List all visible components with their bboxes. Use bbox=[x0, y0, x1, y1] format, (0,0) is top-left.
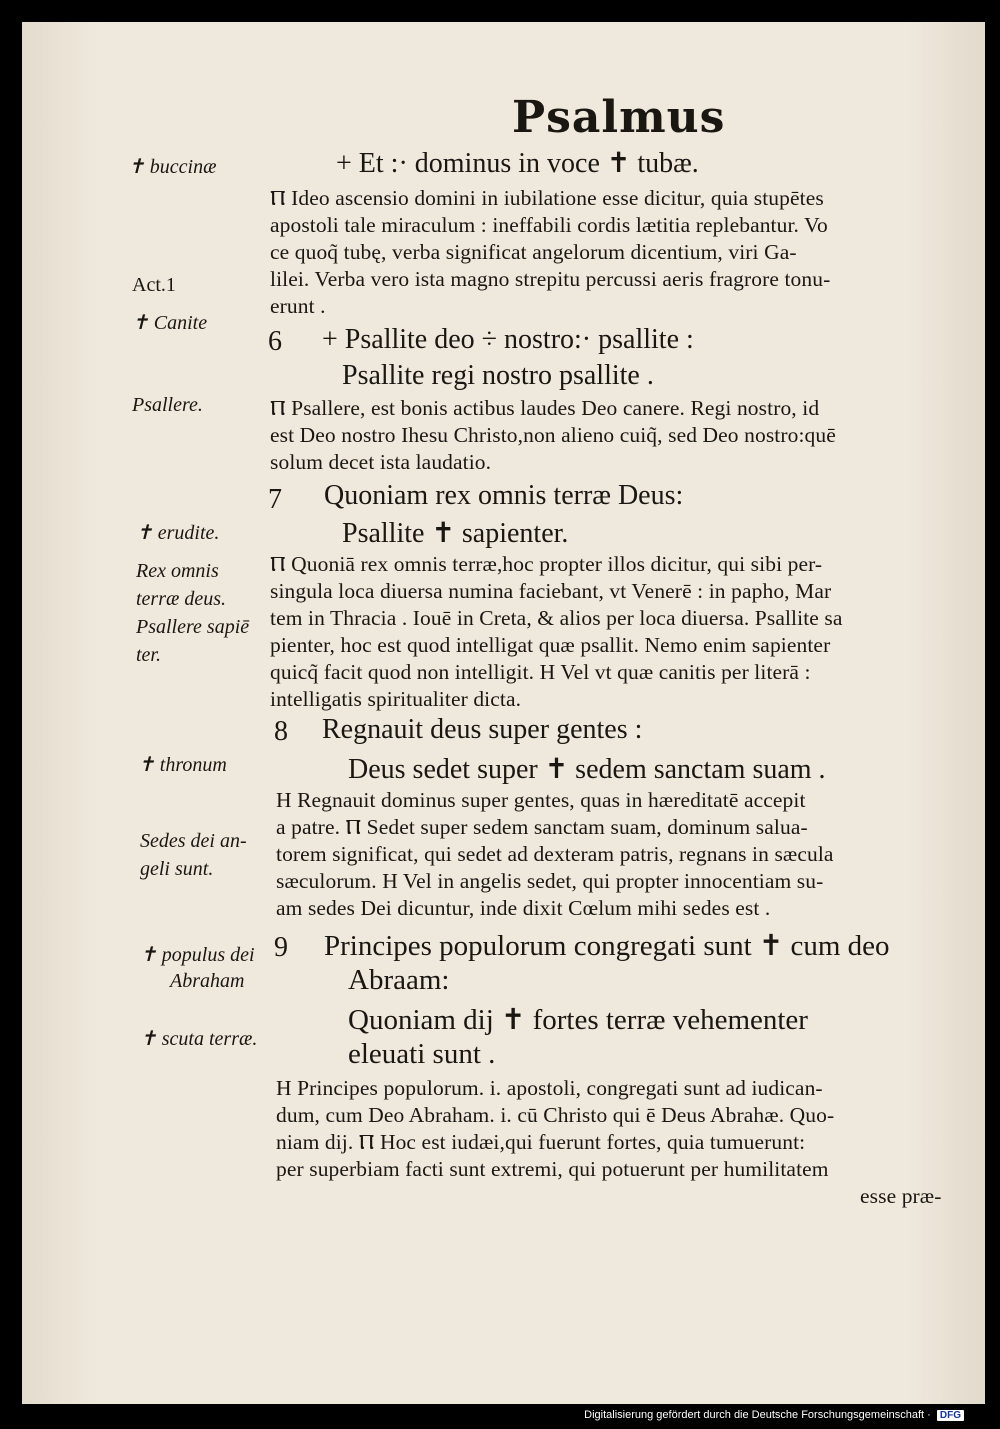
gloss-line: per superbiam facti sunt extremi, qui potuerunt per humilitatem bbox=[276, 1157, 829, 1181]
margin-note: ✝ erudite. bbox=[136, 522, 220, 544]
footer-text: Digitalisierung gefördert durch die Deutsche Forschungsgemeinschaft · bbox=[584, 1409, 931, 1421]
dfg-logo: DFG bbox=[937, 1410, 964, 1421]
margin-note: Rex omnis bbox=[136, 560, 219, 582]
gloss-line: quicq̃ facit quod non intelligit. H Vel vt quæ canitis per literā : bbox=[270, 660, 811, 684]
psalm-line: Psallite ✝ sapienter. bbox=[342, 518, 569, 549]
gloss-line: ce quoq̃ tubę, verba significat angelorum dicentium, viri Ga- bbox=[270, 240, 797, 264]
gloss-line: apostoli tale miraculum : ineffabili cordis lætitia replebantur. Vo bbox=[270, 213, 828, 237]
margin-note: geli sunt. bbox=[140, 858, 214, 880]
gloss-line: Ⲡ Psallere, est bonis actibus laudes Deo canere. Regi nostro, id bbox=[270, 396, 820, 420]
gloss-line: singula loca diuersa numina faciebant, vt Venerē : in papho, Mar bbox=[270, 579, 832, 603]
gloss-line: dum, cum Deo Abraham. i. cū Christo qui ē Deus Abrahæ. Quo- bbox=[276, 1103, 835, 1127]
gloss-line: pienter, hoc est quod intelligat quæ psallit. Nemo enim sapienter bbox=[270, 633, 831, 657]
gloss-line: am sedes Dei dicuntur, inde dixit Cœlum mihi sedes est . bbox=[276, 896, 771, 920]
psalm-line: + Et :· dominus in voce ✝ tubæ. bbox=[336, 148, 699, 179]
gloss-catchword: esse præ- bbox=[860, 1184, 942, 1208]
margin-note: ✝ scuta terræ. bbox=[140, 1028, 258, 1050]
psalm-line: Regnauit deus super gentes : bbox=[322, 714, 643, 745]
psalm-line: Principes populorum congregati sunt ✝ cum deo bbox=[324, 930, 890, 962]
gloss-line: solum decet ista laudatio. bbox=[270, 450, 492, 474]
psalm-line: Deus sedet super ✝ sedem sanctam suam . bbox=[348, 754, 826, 785]
gloss-line: lilei. Verba vero ista magno strepitu percussi aeris fragrore tonu- bbox=[270, 267, 831, 291]
margin-note: ✝ Canite bbox=[132, 312, 208, 334]
gloss-line: est Deo nostro Ihesu Christo,non alieno cuiq̃, sed Deo nostro:quē bbox=[270, 423, 836, 447]
gloss-line: niam dij. Ⲡ Hoc est iudæi,qui fuerunt fortes, quia tumuerunt: bbox=[276, 1130, 806, 1154]
psalm-line: eleuati sunt . bbox=[348, 1038, 496, 1070]
verse-number: 9 bbox=[274, 932, 288, 963]
gloss-line: Ⲡ Ideo ascensio domini in iubilatione esse dicitur, quia stupētes bbox=[270, 186, 824, 210]
psalm-line: Quoniam rex omnis terræ Deus: bbox=[324, 480, 684, 511]
margin-note: Act.1 bbox=[132, 274, 176, 296]
psalm-line: Abraam: bbox=[348, 964, 450, 996]
margin-note: ter. bbox=[136, 644, 161, 666]
gloss-line: torem significat, qui sedet ad dexteram patris, regnans in sæcula bbox=[276, 842, 834, 866]
book-page bbox=[22, 22, 985, 1404]
gloss-line: erunt . bbox=[270, 294, 326, 318]
verse-number: 6 bbox=[268, 326, 282, 357]
psalm-line: Psallite regi nostro psallite . bbox=[342, 360, 654, 391]
margin-note: Sedes dei an- bbox=[140, 830, 247, 852]
gloss-line: sæculorum. H Vel in angelis sedet, qui propter innocentiam su- bbox=[276, 869, 824, 893]
margin-note: ✝ buccinæ bbox=[128, 156, 217, 178]
gloss-line: a patre. Ⲡ Sedet super sedem sanctam suam, dominum salua- bbox=[276, 815, 808, 839]
footer-credit bbox=[584, 1409, 964, 1421]
psalm-line: Quoniam dij ✝ fortes terræ vehementer bbox=[348, 1004, 808, 1036]
gloss-line: tem in Thracia . Iouē in Creta, & alios per loca diuersa. Psallite sa bbox=[270, 606, 843, 630]
margin-note: Psallere. bbox=[132, 394, 203, 416]
gloss-line: intelligatis spiritualiter dicta. bbox=[270, 687, 522, 711]
verse-number: 7 bbox=[268, 484, 282, 515]
margin-note: ✝ populus dei bbox=[140, 944, 255, 966]
psalm-line: + Psallite deo ÷ nostro:· psallite : bbox=[322, 324, 694, 355]
margin-note: terræ deus. bbox=[136, 588, 226, 610]
verse-number: 8 bbox=[274, 716, 288, 747]
margin-note: ✝ thronum bbox=[138, 754, 227, 776]
gloss-line: Ⲡ Quoniā rex omnis terræ,hoc propter illos dicitur, qui sibi per- bbox=[270, 552, 823, 576]
margin-note: Psallere sapiē bbox=[136, 616, 250, 638]
gloss-line: H Principes populorum. i. apostoli, congregati sunt ad iudican- bbox=[276, 1076, 823, 1100]
gloss-line: H Regnauit dominus super gentes, quas in hæreditatē accepit bbox=[276, 788, 806, 812]
page-title: Psalmus bbox=[512, 92, 726, 143]
margin-note: Abraham bbox=[170, 970, 245, 992]
